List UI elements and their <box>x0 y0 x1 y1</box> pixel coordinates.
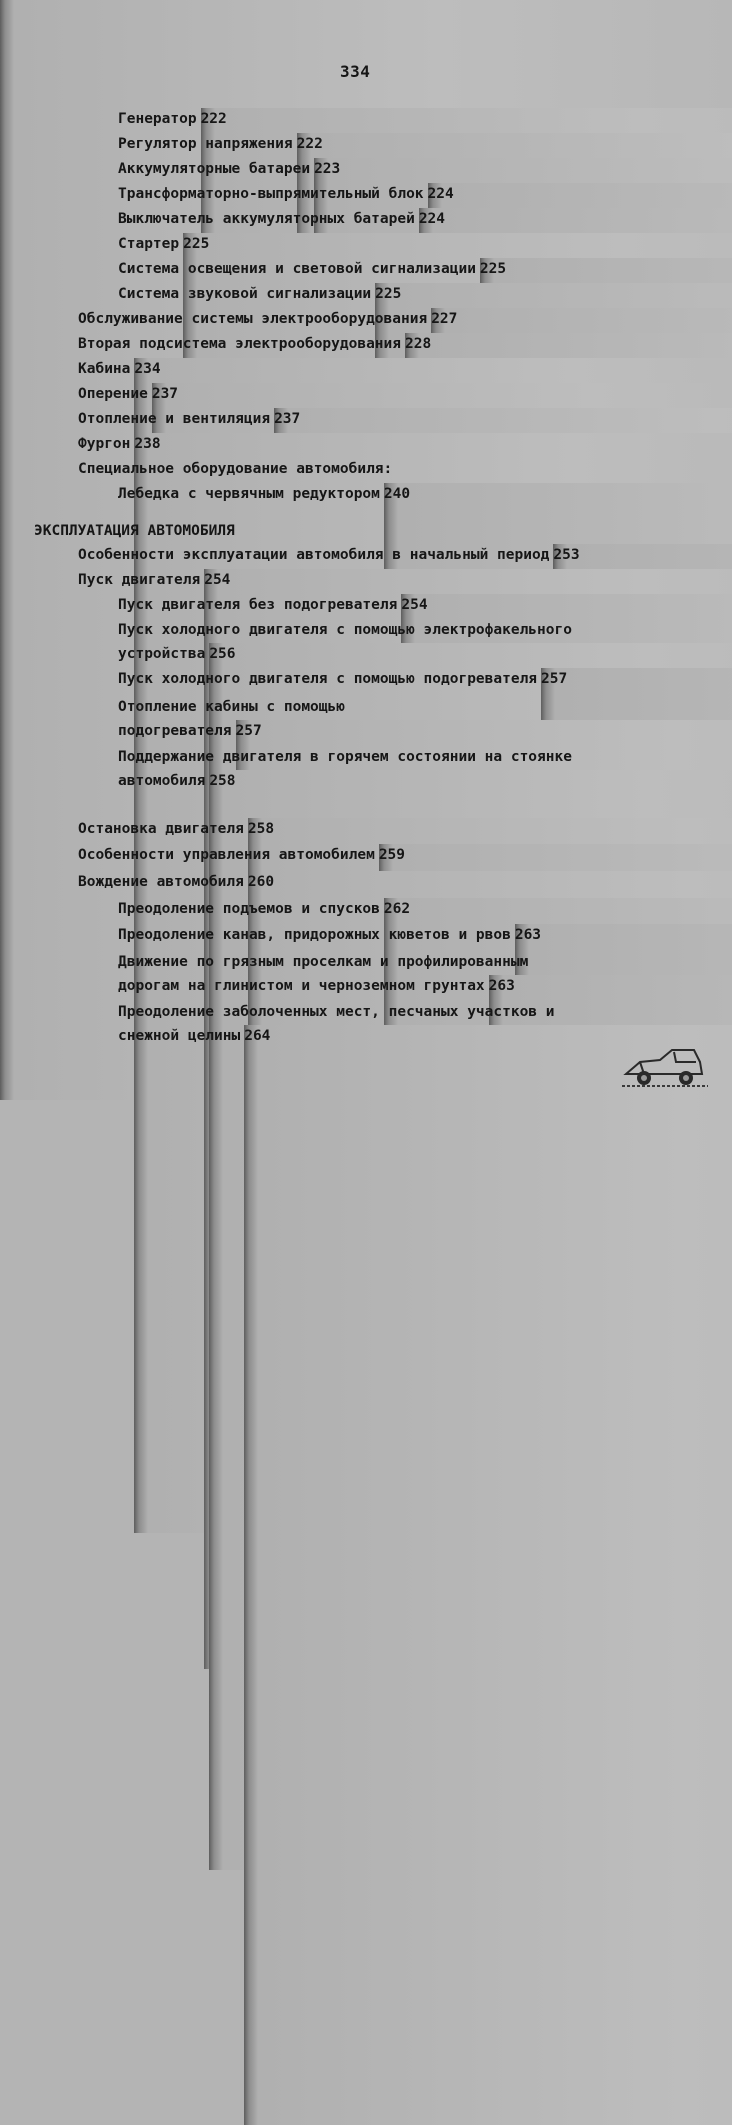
toc-entry-title: Стартер <box>118 233 179 255</box>
toc-entry-title: Система звуковой сигнализации <box>118 283 371 305</box>
toc-entry-title: Преодоление канав, придорожных кюветов и рвов <box>118 924 511 946</box>
toc-entry <box>78 871 685 893</box>
toc-entry-title: Аккумуляторные батареи <box>118 158 310 180</box>
toc-entry <box>118 208 685 230</box>
toc-entry-continued-title: Отопление кабины с помощью <box>118 696 345 718</box>
toc-entry <box>78 333 685 355</box>
section-heading: ЭКСПЛУАТАЦИЯ АВТОМОБИЛЯ <box>34 520 235 542</box>
toc-entry-title: Пуск двигателя без подогревателя <box>118 594 397 616</box>
toc-entry-title: устройства <box>118 643 205 665</box>
toc-entry-title: Система освещения и световой сигнализации <box>118 258 476 280</box>
toc-entry-title: Фургон <box>78 433 130 455</box>
toc-entry-page: 256 <box>209 643 732 1743</box>
toc-entry-page: 222 <box>297 133 732 1233</box>
toc-entry-page: 263 <box>515 924 732 2024</box>
toc-entry-page: 257 <box>541 668 732 1768</box>
toc-entry <box>78 408 685 430</box>
toc-entry-page: 237 <box>274 408 732 1508</box>
toc-entry-title: Преодоление подъемов и спусков <box>118 898 380 920</box>
toc-entry-title: снежной целины <box>118 1025 240 1047</box>
toc-entry-title: Вождение автомобиля <box>78 871 244 893</box>
toc-entry-page: 224 <box>428 183 732 1283</box>
toc-entry-title: Пуск холодного двигателя с помощью подогревателя <box>118 668 537 690</box>
toc-entry-page: 222 <box>201 108 732 1208</box>
toc-entry-page: 258 <box>248 818 732 1918</box>
toc-entry-page: 259 <box>379 844 732 1944</box>
toc-entry-page: 254 <box>401 594 732 1694</box>
toc-entry-page: 227 <box>431 308 732 1408</box>
toc-entry-continued-title: Движение по грязным проселкам и профилированным <box>118 951 528 973</box>
toc-entry-page: 253 <box>553 544 732 1644</box>
toc-entry-continued-title: Преодоление заболоченных мест, песчаных участков и <box>118 1001 555 1023</box>
toc-entry-page: 240 <box>384 483 732 1583</box>
toc-entry-title: Регулятор напряжения <box>118 133 293 155</box>
toc-entry-title: автомобиля <box>118 770 205 792</box>
toc-entry <box>78 358 685 380</box>
toc-entry-page: 254 <box>204 569 732 1669</box>
toc-entry-title: Остановка двигателя <box>78 818 244 840</box>
toc-entry-page: 224 <box>419 208 732 1308</box>
toc-entry-page: 257 <box>236 720 732 1820</box>
toc-entry-page: 262 <box>384 898 732 1998</box>
toc-entry-page: 234 <box>134 358 732 1458</box>
toc-entry-page: 237 <box>152 383 732 1483</box>
toc-entry-title: Генератор <box>118 108 197 130</box>
toc-entry <box>118 594 685 616</box>
toc-entry-title: Трансформаторно-выпрямительный блок <box>118 183 424 205</box>
toc-entry-title: дорогам на глинистом и черноземном грунтах <box>118 975 485 997</box>
toc-entry-title: Вторая подсистема электрооборудования <box>78 333 401 355</box>
toc-entry-title: Особенности управления автомобилем <box>78 844 375 866</box>
toc-entry-page: 228 <box>405 333 732 1433</box>
page-number: 334 <box>340 62 370 81</box>
toc-entry <box>118 283 685 305</box>
toc-entry <box>118 183 685 205</box>
toc-entry-continued-title: Поддержание двигателя в горячем состоянии на стоянке <box>118 746 572 768</box>
toc-entry-page: 258 <box>209 770 732 1870</box>
toc-entry <box>118 258 685 280</box>
toc-entry-title: подогревателя <box>118 720 232 742</box>
toc-entry-page: 223 <box>314 158 732 1258</box>
toc-entry-page: 260 <box>248 871 732 1971</box>
toc-entry-title: Отопление и вентиляция <box>78 408 270 430</box>
toc-entry <box>118 975 685 997</box>
toc-entry <box>118 483 685 505</box>
toc-entry-title: Пуск двигателя <box>78 569 200 591</box>
toc-entry-page: 225 <box>375 283 732 1383</box>
toc-entry-title: Лебедка с червячным редуктором <box>118 483 380 505</box>
toc-entry <box>118 133 685 155</box>
toc-entry <box>118 668 685 690</box>
toc-entry <box>78 818 685 840</box>
toc-entry-page: 225 <box>183 233 732 1333</box>
toc-entry <box>118 233 685 255</box>
toc-entry-title: Оперение <box>78 383 148 405</box>
toc-entry-page: 264 <box>244 1025 732 2125</box>
toc-entry-page: 225 <box>480 258 732 1358</box>
toc-entry <box>78 308 685 330</box>
toc-entry-page: 263 <box>489 975 732 2075</box>
toc-entry <box>118 924 685 946</box>
toc-entry <box>118 1025 685 1047</box>
toc-entry <box>118 720 685 742</box>
toc-entry-title: Кабина <box>78 358 130 380</box>
toc-entry <box>78 569 685 591</box>
toc-entry-title: Особенности эксплуатации автомобиля в начальный период <box>78 544 549 566</box>
toc-entry <box>78 844 685 866</box>
toc-entry <box>78 544 685 566</box>
toc-entry <box>118 770 685 792</box>
toc-entry <box>118 108 685 130</box>
toc-entry <box>78 383 685 405</box>
truck-stamp-icon <box>620 1040 710 1092</box>
toc-entry-continued-title: Пуск холодного двигателя с помощью электрофакельного <box>118 619 572 641</box>
toc-entry <box>118 643 685 665</box>
toc-entry <box>78 433 685 455</box>
toc-entry <box>118 158 685 180</box>
toc-entry-page: 238 <box>134 433 732 1533</box>
toc-entry-title: Обслуживание системы электрооборудования <box>78 308 427 330</box>
toc-entry-title: Выключатель аккумуляторных батарей <box>118 208 415 230</box>
toc-entry <box>118 898 685 920</box>
special-equipment-label: Специальное оборудование автомобиля: <box>78 458 392 480</box>
